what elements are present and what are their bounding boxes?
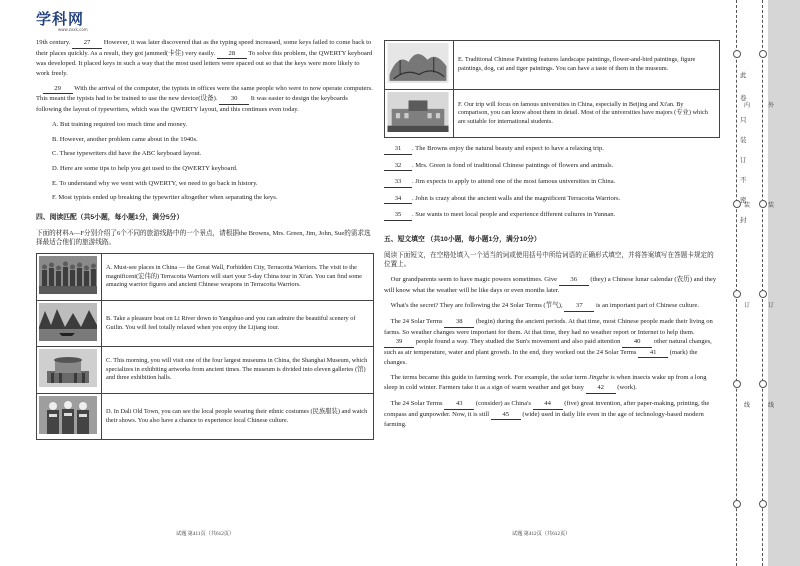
seal-note-char: 不 [740, 176, 747, 184]
circle-mark [733, 500, 741, 508]
table-row [37, 393, 374, 440]
li-river-image [39, 303, 97, 341]
text-paragraph-4: The terms became this guide to farming work. For example, the solar term Jingzhe is when insects wake up from a long sleep in cold winter. Farmers take it as a sign of warm weather and get busy 42 (work). [384, 373, 720, 393]
circle-mark [733, 290, 741, 298]
answer-blank-32[interactable]: 32 [384, 161, 412, 172]
answer-blank-33[interactable]: 33 [384, 177, 412, 188]
list-item: 35 . Sue wants to meet local people and experience different cultures in Yunnan. [384, 210, 720, 221]
item-e-text: E. Traditional Chinese Painting features landscape paintings, flower-and-bird paintings, figure paintings, dog, cat and tiger paintings. You can have a taste of them in the museum. [454, 41, 720, 90]
inner-cut-line [762, 0, 763, 566]
blank-42[interactable]: 42 [586, 383, 616, 394]
item-b-text: B. Take a pleasure boat on Li River down to Yangshuo and you can admire the beautiful scenery of Guilin. You will feel totally relaxed when you enjoy the Lijiang tour. [102, 300, 374, 347]
blank-38[interactable]: 38 [444, 317, 474, 328]
dali-costume-image [39, 396, 97, 434]
circle-mark [733, 50, 741, 58]
outer-label: 装 [768, 202, 775, 209]
blank-45[interactable]: 45 [491, 410, 521, 421]
circle-mark [759, 50, 767, 58]
list-item: 34 . John is crazy about the ancient walls and the magnificent Terracotta Warriors. [384, 194, 720, 205]
section-4-title: 四、阅读匹配（共5小题，每小题1分，满分5分） [36, 213, 184, 221]
blank-29[interactable]: 29 [43, 84, 73, 95]
seal-note-char: 密 [740, 196, 747, 204]
blank-39[interactable]: 39 [384, 337, 414, 348]
table-row [37, 300, 374, 347]
left-column [36, 38, 374, 440]
matching-table-right [384, 40, 720, 138]
option-d: D. Here are some tips to help you get used to the QWERTY keyboard. [52, 164, 238, 172]
table-row [385, 41, 720, 90]
item-f-text: F. Our trip will focus on famous universities in China, especially in Beijing and Xi'an. By comparison, you can know about them in detail. Most of the universities have majors (专业) which are suitable for international students. [454, 89, 720, 138]
table-row [37, 254, 374, 301]
section-5-intro: 阅读下面短文，在空格处填入一个适当的词或使用括号中所给词语的正确形式填空，并将答案填写在答题卡规定的位置上。 [384, 251, 714, 269]
binding-margin [728, 0, 800, 566]
page-footer-left: 试题 第411页（共612页） [176, 531, 235, 537]
inner-label: 装 [744, 202, 751, 209]
passage-paragraph-1: 19th century. 27 However, it was later discovered that as the typing speed increased, some keys failed to come back to their places quickly. As a result, they got jammed(卡住) very easily. 28 To solve this problem, the QWERTY keyboard was developed. It placed keys in such a way that the most used letters were spaced out so that the keys were more likely to work freely. [36, 39, 373, 77]
seal-note-char: 此 [740, 71, 747, 79]
outer-label: 线 [768, 402, 775, 409]
answer-blank-35[interactable]: 35 [384, 210, 412, 221]
seal-note-char: 只 [740, 116, 747, 124]
seal-note-char: 封 [740, 216, 747, 224]
option-c: C. These typewriters did have the ABC keyboard layout. [52, 150, 202, 158]
answer-blank-34[interactable]: 34 [384, 194, 412, 205]
seal-note-char: 卷 [740, 94, 747, 102]
text-paragraph-1: Our grandparents seem to have magic powers sometimes. Give 36 (they) a Chinese lunar calendar (农历) and they will know what the weather will be like days or even months later. [384, 276, 717, 294]
item-a-text: A. Must-see places in China — the Great Wall, Forbidden City, Terracotta Warriors. The visit to the magnificent(宏伟的) Terracotta Warriors will start your 5-day China tour in Xi'an. You can find some amazing warrior figures and ancient Chinese weapons in Terracotta Warriors. [102, 254, 374, 301]
great-wall-image [39, 256, 97, 294]
seal-strip [768, 0, 800, 566]
blank-43[interactable]: 43 [444, 399, 474, 410]
right-column [384, 40, 720, 435]
blank-30[interactable]: 30 [219, 94, 249, 105]
solar-term-name: Jingzhe [588, 374, 609, 382]
item-d-text: D. In Dali Old Town, you can see the local people wearing their ethnic costumes (民族服装) and watch their shows. You also have a chance to experience local Chinese culture. [102, 393, 374, 440]
seal-note-char: 装 [740, 136, 747, 144]
logo-url: www.zxxk.com [58, 27, 88, 32]
site-logo[interactable] [36, 8, 88, 32]
matching-table-left [36, 253, 374, 440]
section-5-title: 五、短文填空 （共10小题，每小题1分，满分10分） [384, 235, 541, 243]
blank-36[interactable]: 36 [559, 275, 589, 286]
blank-28[interactable]: 28 [217, 49, 247, 60]
seal-note-char: 订 [740, 156, 747, 164]
blank-44[interactable]: 44 [533, 399, 563, 410]
blank-37[interactable]: 37 [564, 301, 594, 312]
option-a: A. But training required too much time and money. [52, 121, 188, 129]
circle-mark [759, 290, 767, 298]
outer-cut-line [736, 0, 737, 566]
chinese-painting-image [387, 43, 449, 83]
list-item: 31 . The Browns enjoy the natural beauty and expect to have a relaxing trip. [384, 144, 720, 155]
inner-label: 线 [744, 402, 751, 409]
option-b: B. However, another problem came about in the 1940s. [52, 135, 198, 143]
table-row [37, 347, 374, 394]
passage-paragraph-2: 29 With the arrival of the computer, the typists in offices were the same people who were to now operate computers. This meant the typists had to be trained to use the new device(设备). 30 It was easier to design the keyboards following the layout of typewriters, which was the QWERTY layout, and this continues even today. [36, 84, 373, 113]
list-item: 32 . Mrs. Green is fond of traditional Chinese paintings of flowers and animals. [384, 161, 720, 172]
circle-mark [733, 380, 741, 388]
blank-41[interactable]: 41 [638, 348, 668, 359]
item-c-text: C. This morning, you will visit one of the four largest museums in China, the Shanghai Museum, which specializes in exhibiting artworks from ancient times. The museum is divided into eleven galleries (馆) and three exhibition halls. [102, 347, 374, 394]
outer-label: 订 [768, 302, 775, 309]
blank-40[interactable]: 40 [622, 337, 652, 348]
section-4-intro: 下面的材料A—F分别介绍了6个不同的旅游线路中的一个景点，请根据the Browns, Mrs. Green, Jim, John, Sue的需求选择最适合他们的旅游线路。 [36, 229, 371, 247]
inner-label: 内 [744, 102, 751, 109]
blank-27[interactable]: 27 [72, 38, 102, 49]
circle-mark [759, 200, 767, 208]
circle-mark [759, 500, 767, 508]
answer-blank-31[interactable]: 31 [384, 144, 412, 155]
page-footer-right: 试题 第412页（共612页） [512, 531, 571, 537]
museum-image [39, 349, 97, 387]
outer-label: 外 [768, 102, 775, 109]
circle-mark [759, 380, 767, 388]
option-f: F. Most typists ended up breaking the typewriter altogether when separating the keys. [52, 194, 278, 202]
list-item: 33 . Jim expects to apply to attend one of the most famous universities in China. [384, 177, 720, 188]
text-paragraph-2: What's the secret? They are following the 24 Solar Terms (节气), 37 is an important part of Chinese culture. [384, 301, 720, 312]
university-image [387, 92, 449, 132]
option-list [36, 120, 374, 203]
answer-list [384, 144, 720, 221]
text-paragraph-5: The 24 Solar Terms 43 (consider) as China's 44 (five) great invention, after paper-making, printing, the compass and gunpowder. Now, it is still 45 (wide) used in daily life even in the age of technology-based modern farming. [384, 400, 710, 429]
logo-name: 学科网 [36, 10, 85, 28]
option-e: E. To understand why we went with QWERTY, we need to go back in history. [52, 179, 258, 187]
text-paragraph-3: The 24 Solar Terms 38 (begin) during the ancient periods. At that time, most Chinese people made their living on farms. So weather changes were important for them. At that time, they had no weather report or Internet to help them. 39 people found a way. They studied the Sun's movement and also paid attention 40 other natural changes, such as air temperature, water and plant growth. In the end, they worked out the 24 Solar Terms 41 (mark) the changes. [384, 318, 713, 367]
table-row [385, 89, 720, 138]
inner-label: 订 [744, 302, 751, 309]
